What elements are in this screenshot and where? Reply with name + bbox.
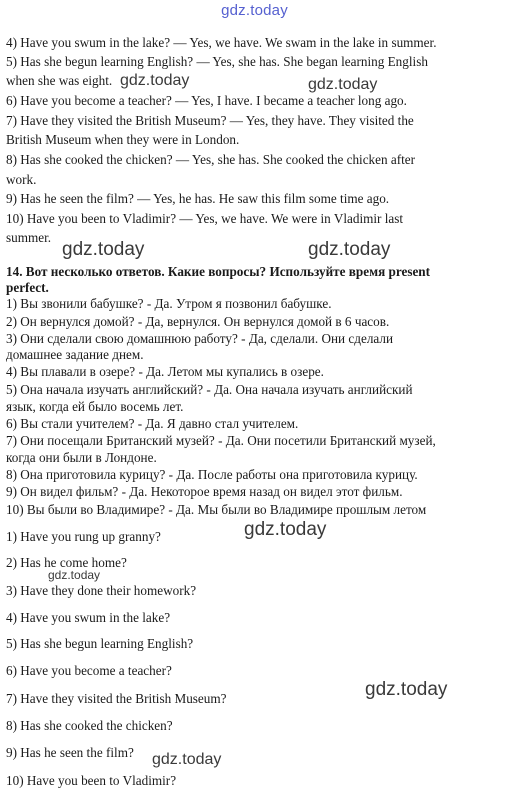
- russian-line: 7) Они посещали Британский музей? - Да. Они посетили Британский музей,: [6, 433, 436, 448]
- watermark: gdz.today: [62, 239, 145, 260]
- text-line: 5) Has she begun learning English? — Yes, she has. She began learning English: [6, 54, 428, 69]
- text-line: 6) Have you become a teacher? — Yes, I have. I became a teacher long ago.: [6, 93, 407, 108]
- answer-line: 6) Have you become a teacher?: [6, 663, 172, 678]
- text-line: 7) Have they visited the British Museum? — Yes, they have. They visited the: [6, 113, 414, 128]
- site-watermark-top: gdz.today: [221, 2, 288, 19]
- watermark: gdz.today: [365, 679, 448, 700]
- russian-line: 3) Они сделали свою домашнюю работу? - Да, сделали. Они сделали: [6, 331, 394, 346]
- answer-line: 8) Has she cooked the chicken?: [6, 718, 173, 733]
- answer-line: 3) Have they done their homework?: [6, 583, 197, 598]
- russian-line: домашнее задание днем.: [6, 347, 144, 362]
- text-line: 4) Have you swum in the lake? — Yes, we have. We swam in the lake in summer.: [6, 35, 437, 50]
- russian-line: 9) Он видел фильм? - Да. Некоторое время назад он видел этот фильм.: [6, 484, 403, 499]
- answer-line: 5) Has she begun learning English?: [6, 636, 194, 651]
- exercise-heading-cont: perfect.: [6, 280, 49, 295]
- russian-line: 1) Вы звонили бабушке? - Да. Утром я позвонил бабушке.: [6, 296, 332, 311]
- answer-line: 9) Has he seen the film?: [6, 745, 134, 760]
- text-line: British Museum when they were in London.: [6, 132, 240, 147]
- answer-line: 4) Have you swum in the lake?: [6, 610, 171, 625]
- watermark: gdz.today: [244, 519, 327, 540]
- text-line: 8) Has she cooked the chicken? — Yes, she has. She cooked the chicken after: [6, 152, 416, 167]
- text-line: summer.: [6, 230, 52, 245]
- russian-line: язык, когда ей было восемь лет.: [6, 399, 184, 414]
- answer-line: 7) Have they visited the British Museum?: [6, 691, 227, 706]
- russian-line: 8) Она приготовила курицу? - Да. После работы она приготовила курицу.: [6, 467, 418, 482]
- text-line: work.: [6, 172, 37, 187]
- answer-line: 2) Has he come home?: [6, 555, 127, 570]
- russian-line: 5) Она начала изучать английский? - Да. Она начала изучать английский: [6, 382, 413, 397]
- watermark: gdz.today: [152, 751, 222, 768]
- russian-line: 2) Он вернулся домой? - Да, вернулся. Он вернулся домой в 6 часов.: [6, 314, 390, 329]
- russian-line: 6) Вы стали учителем? - Да. Я давно стал учителем.: [6, 416, 299, 431]
- answer-line: 1) Have you rung up granny?: [6, 529, 161, 544]
- text-line: 10) Have you been to Vladimir? — Yes, we have. We were in Vladimir last: [6, 211, 404, 226]
- russian-line: 10) Вы были во Владимире? - Да. Мы были во Владимире прошлым летом: [6, 502, 427, 517]
- exercise-heading: 14. Вот несколько ответов. Какие вопросы? Используйте время present: [6, 264, 431, 279]
- watermark: gdz.today: [120, 72, 190, 89]
- watermark: gdz.today: [308, 239, 391, 260]
- text-line: when she was eight.: [6, 73, 113, 88]
- text-line: 9) Has he seen the film? — Yes, he has. He saw this film some time ago.: [6, 191, 390, 206]
- watermark: gdz.today: [308, 76, 378, 93]
- watermark: gdz.today: [48, 568, 101, 582]
- answer-line: 10) Have you been to Vladimir?: [6, 773, 177, 788]
- russian-line: 4) Вы плавали в озере? - Да. Летом мы купались в озере.: [6, 364, 324, 379]
- russian-line: когда они были в Лондоне.: [6, 450, 157, 465]
